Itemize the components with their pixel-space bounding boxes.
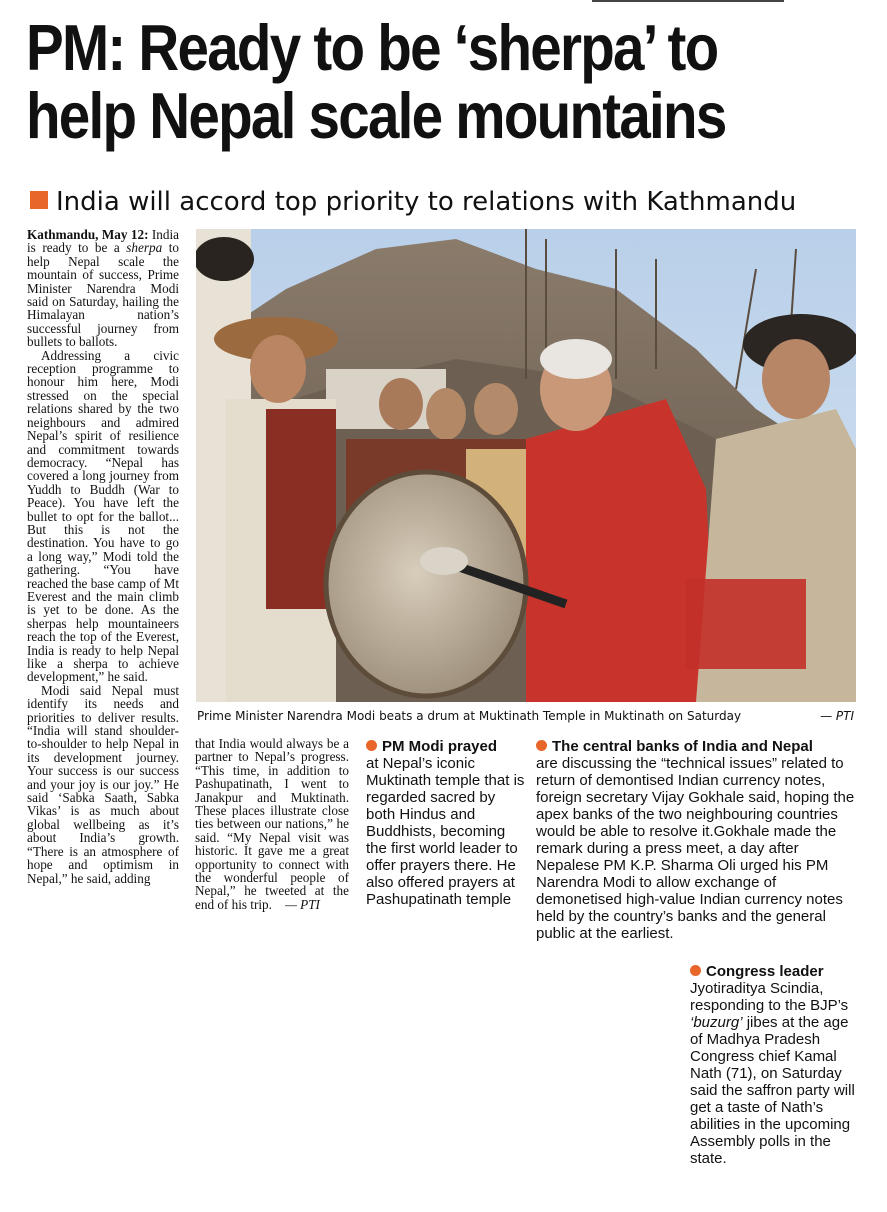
photo-caption	[197, 708, 856, 724]
brief-body: are discussing the “technical issues” related to return of demontised Indian currency notes, foreign secretary Vijay Gokhale said, hoping the apex banks of the two neighbouring countries would be able to resolve it.Gokhale made the remark during a press meet, a day after Nepalese PM K.P. Sharma Oli urged his PM Narendra Modi to allow exchange of demonetised high-value Indian currency notes held by the country’s banks and the general public at the earliest.	[536, 755, 855, 942]
news-photo	[196, 229, 856, 702]
brief-italic: ‘buzurg’	[690, 1014, 743, 1031]
article-paragraph: Modi said Nepal must identify its needs and priorities to deliver results. “India will stand shoulder-to-shoulder to help Nepal in its development journey. Your success is our success and your joy is our joy.” He said ‘Sabka Saath, Sabka Vikas’ is as much about global wellbeing as it’s about India’s growth. “There is an atmosphere of hope and optimism in Nepal,” he said, adding	[27, 682, 179, 886]
brief-lead: The central banks of India and Nepal	[552, 738, 813, 755]
article-text: to help Nepal scale the mountain of success, Prime Minister Narendra Modi said on Saturday, hailing the Himalayan nation’s successful journey from bullets to ballots.	[27, 240, 179, 350]
article-paragraph: Addressing a civic reception programme to honour him here, Modi stressed on the special relations shared by the two neighbours and admired Nepal’s spirit of resilience and commitment towards democracy. “Nepal has covered a long journey from Yuddh to Buddh (War to Peace). You have left the bullet to opt for the ballot... But this is not the destination. You have to go a long way,” Modi told the gathering. “You have reached the base camp of Mt Everest and the main climb is yet to be done. As the sherpas help mountaineers reach the top of the Everest, India is ready to help Nepal like a sherpa to achieve development,” he said.	[27, 347, 179, 685]
headline-line-2: help Nepal scale mountains	[26, 79, 726, 152]
brief-body: at Nepal’s iconic Muktinath temple that is regarded sacred by both Hindus and Buddhists, becoming the first world leader to offer prayers there. He also offered prayers at Pashupatinath temple	[366, 755, 525, 908]
brief-lead: PM Modi prayed	[382, 738, 498, 755]
brief-lead: Congress leader	[706, 963, 824, 980]
article-italic: sherpa	[126, 240, 163, 256]
brief-body: Jyotiraditya Scindia, responding to the BJP’s	[690, 980, 849, 1014]
article-paragraph	[27, 228, 179, 349]
orange-square-icon	[30, 191, 48, 209]
headline-line-1: PM: Ready to be ‘sherpa’ to	[26, 11, 718, 84]
bullet-icon	[366, 740, 377, 751]
photo-illustration	[196, 229, 856, 702]
subheadline-text: India will accord top priority to relations with Kathmandu	[56, 187, 797, 217]
news-brief	[536, 738, 856, 942]
article-paragraph	[195, 737, 349, 911]
dateline: Kathmandu, May 12:	[27, 227, 149, 242]
brief-body: jibes at the age of Madhya Pradesh Congress chief Kamal Nath (71), on Saturday said the saffron party will get a taste of Nath’s abilities in the upcoming Assembly polls in the state.	[690, 1014, 855, 1167]
headline	[26, 11, 766, 152]
article-column-1	[27, 228, 179, 885]
article-text: India is ready to be a	[27, 227, 179, 256]
bullet-icon	[690, 965, 701, 976]
article-column-2	[195, 737, 349, 911]
caption-credit: — PTI	[820, 709, 854, 723]
caption-text: Prime Minister Narendra Modi beats a drum at Muktinath Temple in Muktinath on Saturday	[197, 709, 742, 723]
top-rule	[592, 0, 784, 2]
article-text: that India would always be a partner to Nepal’s progress. “This time, in addition to Pashupatinath, I went to Janakpur and Muktinath. These places illustrate close ties between our nations,” he said. “My Nepal visit was historic. It gave me a great opportunity to connect with the wonderful people of Nepal,” he tweeted at the end of his trip.	[195, 736, 349, 912]
bullet-icon	[536, 740, 547, 751]
news-brief	[690, 963, 860, 1167]
news-brief	[366, 738, 526, 908]
subheadline	[30, 184, 796, 220]
article-credit: — PTI	[285, 896, 320, 912]
